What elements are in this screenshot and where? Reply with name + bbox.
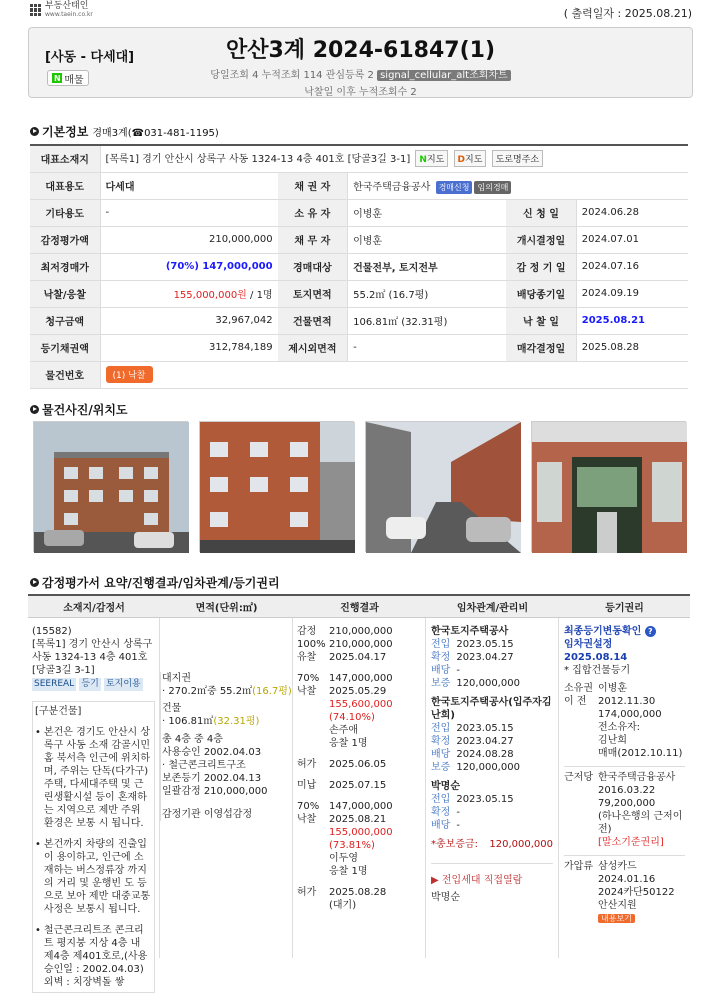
progress-row: 허가 2025.08.28 xyxy=(297,887,387,898)
case-title: 안산3계 2024-61847(1) xyxy=(225,38,496,63)
progress-row: 155,600,000 xyxy=(329,699,393,710)
property-photo[interactable] xyxy=(531,421,686,552)
tenant-column: 한국토지주택공사 전입 2023.05.15 확정 2023.04.27 배당 - 보증 120,000,000 한국토지주택공사(입주자김난희) 전입 2023.05.15 확정 2023.04.27 배당 2024.08.28 보증 120,000,000 박명순 전입 2023.05.15 확정 - 배당 - *총보증금: 120,000,000 ▶ 전입세대 직접열람 박명순 xyxy=(426,618,559,958)
registry-entry: 매매(2012.10.11) xyxy=(598,748,683,759)
logo-url: www.taein.co.kr xyxy=(45,11,93,18)
location-column: (15582) [목록1] 경기 안산시 상록구 사동 1324-13 4층 401호 [당골3길 3-1] SEEREAL 등기 토지이용 [구분건물] • 본건은 경기도 안산시 상록구 사동 소재 감골시민홈 북서측 인근에 위치하며, 주위는 단독(다가구)주택, 다세대주택 및 근린생활시설 등이 혼재하는 지역으로 제반 주위 환경은 보통 시 됩니다. • 본건까지 차량의 진출입이 용이하고, 인근에 소재하는 버스정류장 까지의 거리 및 운행빈 도 등으로 보아 제반 대중교통 사정은 보통시 됩니다. • 철근콘크리트조 콘크리트 평지붕 지상 4층 내 제4층 제401호로,(사용승인일 : 2002.04.03)외벽 : 치장벽돌 쌓 xyxy=(28,618,160,958)
land-use-button[interactable]: 토지이용 xyxy=(105,679,141,689)
auction-request-tag: 경매신청 xyxy=(436,181,473,194)
property-photo[interactable] xyxy=(365,421,520,552)
tenant-row: 전입 2023.05.15 xyxy=(431,639,514,650)
sale-date: 2025.08.21 xyxy=(576,307,688,334)
progress-row: 70% 147,000,000 xyxy=(297,673,393,684)
property-photo[interactable] xyxy=(33,421,188,552)
tenant-row: 전입 2023.05.15 xyxy=(431,794,514,805)
registry-entry: 2024.01.16 xyxy=(598,874,656,885)
bullet-icon xyxy=(30,127,39,136)
progress-row: (73.81%) xyxy=(329,840,375,851)
site-logo[interactable] xyxy=(30,2,93,18)
view-stats: 당일조회 4 누적조회 114 관심등록 2 signal_cellular_alt조회차트 xyxy=(29,66,692,81)
view-content-button[interactable]: 내용보기 xyxy=(598,914,635,923)
progress-row: 이두영 xyxy=(329,853,358,864)
tenant-row: 확정 2023.04.27 xyxy=(431,736,514,747)
logo-icon xyxy=(30,4,42,16)
court-contact: 경매3계(☎031-481-1195) xyxy=(92,128,219,139)
registry-button[interactable]: 등기 xyxy=(81,679,99,689)
winning-bid: 155,000,000원 / 1명 xyxy=(100,280,278,307)
progress-row: 100% 210,000,000 xyxy=(297,639,393,650)
print-date: ( 출력일자 : 2025.08.21) xyxy=(563,7,692,20)
tenant-row: 확정 - xyxy=(431,807,460,818)
progress-row: 유찰 2025.04.17 xyxy=(297,652,387,663)
auction-progress-column xyxy=(293,618,426,958)
basic-info-table: 대표소재지 [목록1] 경기 안산시 상록구 사동 1324-13 4층 401호 [당골3길 3-1] N지도 D지도 도로명주소 대표용도 다세대 채 권 자 한국주택금융공사 경매신청 임의경매 기타용도 - 소 유 자 이병훈 신 청 일 2024.06.28 감정평가액 210,000,000 채 무 자 이병훈 개시결정일 2024.07.01 최저경매가 (70%) 147,000,000 경매대상 건물전부, 토지전부 감 정 기 일 2024.07.16 낙찰/응찰 155,000,000원 / 1명 토지면적 55.2㎡ (16.7평) 배당종기일 2024.09.19 청구금액 32,967,042 건물면적 106.81㎡ (32.31평) 낙 찰 일 2025.08.21 등기채권액 312,784,189 제시외면적 - 매각결정일 2025.08.28 물건번호 (1) 낙찰 xyxy=(30,144,688,389)
daum-map-button[interactable]: D지도 xyxy=(454,150,487,167)
tenant-row: 배당 - xyxy=(431,665,460,676)
road-address-button[interactable]: 도로명주소 xyxy=(492,150,543,167)
area-column: 대지권 · 270.2㎡중 55.2㎡(16.7평) 건물 · 106.81㎡(32.31평) 총 4층 중 4층 사용승인 2002.04.03 · 철근콘크리트구조 보존등기 2002.04.13 일괄감정 210,000,000 감정기관 이영섭감정 xyxy=(160,618,293,958)
logo-name: 부동산태인 xyxy=(45,1,89,11)
bullet-icon xyxy=(30,578,39,587)
summary-table: 소재지/감정서 면적(단위:㎡) 진행결과 임차관계/관리비 등기권리 (15582) [목록1] 경기 안산시 상록구 사동 1324-13 4층 401호 [당골3길 3-1] SEEREAL 등기 토지이용 [구분건물] • 본건은 경기도 안산시 상록구 사동 소재 감골시민홈 북서측 인근에 위치하며, 주위는 단독(다가구)주택, 다세대주택 및 근린생활시설 등이 혼재하는 지역으로 제반 주위 환경은 보통 시 됩니다. • 본건까지 차량의 진출입이 용이하고, 인근에 소재하는 버스정류장 까지의 거리 및 운행빈 도 등으로 보아 제반 대중교통 사정은 보통시 됩니다. • 철근콘크리트조 콘크리트 평지붕 지상 4층 내 제4층 제401호로,(사용승인일 : 2002.04.03)외벽 : 치장벽돌 쌓 대지권 · 270.2㎡중 55.2㎡(16.7평) 건물 · 106.81㎡(32.31평) 총 4층 중 4층 사용승인 2002.04.03 · 철근콘크리트구조 보존등기 2002.04.13 일괄감정 210,000,000 감정기관 이영섭감정 감정 210,000,000 100% 210,000,000 유찰 2025.04.17 70% 147,000,000 낙찰 2025.05.29 155,600,000 (74.10%) 손주애 응찰 1명 허가 2025.06.05 미납 2025.07.15 70% 147,000,000 낙찰 2025.08.21 155,000,000 (73.81%) 이두영 응찰 1명 허가 2025.08.28 (대기) 한국토지주택공사 전입 2023.05.15 확정 2023.04.27 배당 - 보증 120,000,000 한국토지주택공사(입주자김난희) 전입 2023.05.15 확정 2023.04.27 배당 2024.08.28 보증 120,000,000 박명순 전입 2023.05.15 확정 - 배당 - *총보증금: 120,000,000 ▶ 전입세대 직접열람 박명순 최종등기변동확인 ? 임차권설정 2025.08.14 * 집합건물등기 소유권 이병훈 이 전 2012.11.30 174,000,000 전소유자: 김난희 매매(2012.10.11) 근저당 한국주택금융공사 2016.03.22 79,200,000 (하나은행의 근저이전) [말소기준권리] 가압류 삼성카드 2024.01.16 2024카단50122 안산지원 내용보기 xyxy=(28,594,690,958)
view-chart-button[interactable]: signal_cellular_alt조회차트 xyxy=(377,70,511,81)
photos-heading: 물건사진/위치도 xyxy=(30,401,128,418)
address-cell: [목록1] 경기 안산시 상록구 사동 1324-13 4층 401호 [당골3길 3-1] N지도 D지도 도로명주소 xyxy=(100,145,688,172)
tenant-row: 보증 120,000,000 xyxy=(431,762,520,773)
registry-entry: 2016.03.22 xyxy=(598,785,656,796)
help-icon[interactable]: ? xyxy=(645,626,656,637)
registry-entry: 가압류 삼성카드 xyxy=(564,855,685,873)
progress-row: 감정 210,000,000 xyxy=(297,626,393,637)
top-bar xyxy=(0,0,728,24)
property-photo[interactable] xyxy=(199,421,354,552)
summary-heading: 감정평가서 요약/진행결과/임차관계/등기권리 xyxy=(30,574,280,591)
registry-entry: 2024카단50122 xyxy=(598,887,675,898)
tenant-row: 확정 2023.04.27 xyxy=(431,652,514,663)
progress-row: 낙찰 2025.08.21 xyxy=(297,814,387,825)
item-number-button[interactable]: (1) 낙찰 xyxy=(106,366,153,383)
property-type: [사동 - 다세대] xyxy=(45,50,135,65)
progress-row: 응찰 1명 xyxy=(329,738,368,749)
registry-entry: 174,000,000 xyxy=(598,709,662,720)
seereal-button[interactable]: SEEREAL xyxy=(34,679,75,689)
listing-badge[interactable]: N 매물 xyxy=(47,70,89,86)
progress-row: (74.10%) xyxy=(329,712,375,723)
registry-entry: [말소기준권리] xyxy=(598,837,664,848)
progress-row: 허가 2025.06.05 xyxy=(297,759,387,770)
move-in-check-link[interactable]: ▶ 전입세대 직접열람 xyxy=(431,863,553,887)
registry-entry: 김난희 xyxy=(598,735,627,746)
tenant-row: 보증 120,000,000 xyxy=(431,678,520,689)
tenant-row: 배당 2024.08.28 xyxy=(431,749,514,760)
progress-row: 낙찰 2025.05.29 xyxy=(297,686,387,697)
bullet-icon xyxy=(30,405,39,414)
registry-column: 최종등기변동확인 ? 임차권설정 2025.08.14 * 집합건물등기 소유권 이병훈 이 전 2012.11.30 174,000,000 전소유자: 김난희 매매(2012.10.11) 근저당 한국주택금융공사 2016.03.22 79,200,000 (하나은행의 근저이전) [말소기준권리] 가압류 삼성카드 2024.01.16 2024카단50122 안산지원 내용보기 xyxy=(559,618,690,958)
tenant-row: 배당 - xyxy=(431,820,460,831)
tenant-row: 전입 2023.05.15 xyxy=(431,723,514,734)
registry-entry: 이 전 2012.11.30 xyxy=(564,696,656,707)
case-header xyxy=(28,27,693,98)
registry-entry: 안산지원 xyxy=(598,900,637,911)
registry-entry: 79,200,000 xyxy=(598,798,656,809)
progress-row: 손주애 xyxy=(329,725,358,736)
registry-entry: 전소유자: xyxy=(598,722,641,733)
auction-type-tag: 임의경매 xyxy=(474,181,511,194)
progress-row: 응찰 1명 xyxy=(329,866,368,877)
progress-row: 미납 2025.07.15 xyxy=(297,780,387,791)
progress-row: (대기) xyxy=(329,900,357,911)
basic-info-heading: 기본정보 경매3계(☎031-481-1195) xyxy=(30,123,219,140)
naver-map-button[interactable]: N지도 xyxy=(415,150,448,167)
views-after-sale: 낙찰일 이후 누적조회수 2 xyxy=(304,87,417,98)
registry-change-check[interactable]: 최종등기변동확인 ? xyxy=(564,625,685,638)
naver-n-icon: N xyxy=(53,73,61,83)
registry-entry: 소유권 이병훈 xyxy=(564,683,627,694)
progress-row: 155,000,000 xyxy=(329,827,393,838)
registry-entry: 근저당 한국주택금융공사 xyxy=(564,766,685,784)
registry-entry: (하나은행의 근저이전) xyxy=(598,811,683,835)
minimum-bid: (70%) 147,000,000 xyxy=(100,253,278,280)
progress-row: 70% 147,000,000 xyxy=(297,801,393,812)
